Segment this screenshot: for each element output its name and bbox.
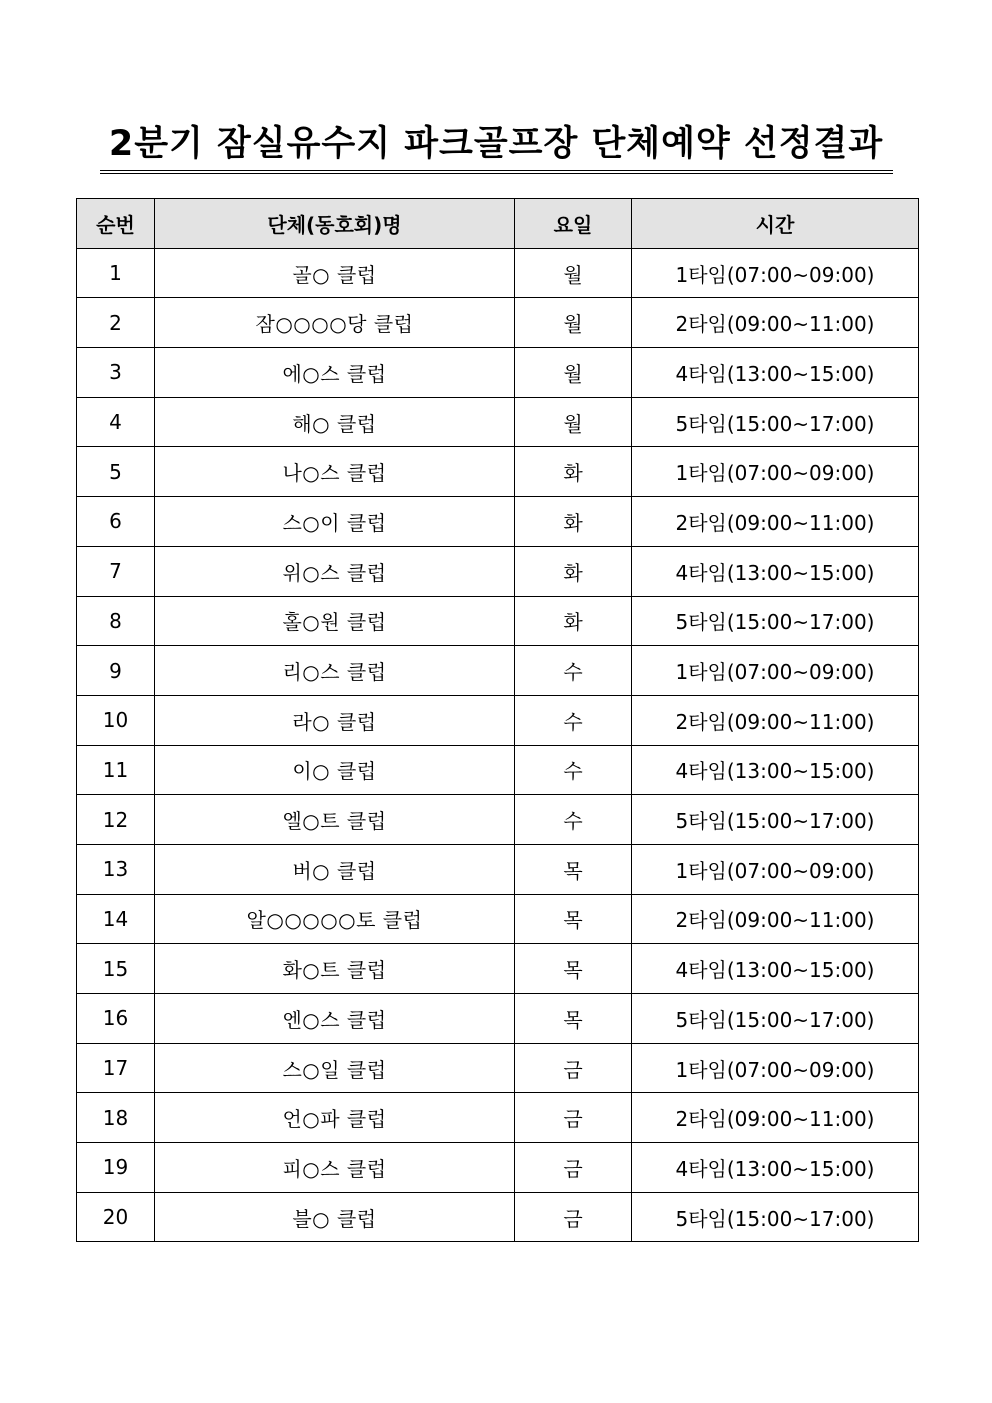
cell-number: 6 <box>77 497 155 547</box>
cell-day: 화 <box>515 546 632 596</box>
cell-day: 금 <box>515 1093 632 1143</box>
cell-group-name: 스○이 클럽 <box>155 497 515 547</box>
cell-time: 5타임(15:00~17:00) <box>632 1192 919 1242</box>
cell-group-name: 위○스 클럽 <box>155 546 515 596</box>
header-group-name: 단체(동호회)명 <box>155 199 515 249</box>
cell-time: 1타임(07:00~09:00) <box>632 1043 919 1093</box>
title-underline <box>100 170 893 174</box>
cell-number: 12 <box>77 795 155 845</box>
cell-number: 20 <box>77 1192 155 1242</box>
cell-time: 4타임(13:00~15:00) <box>632 944 919 994</box>
cell-day: 금 <box>515 1043 632 1093</box>
cell-day: 월 <box>515 348 632 398</box>
cell-time: 1타임(07:00~09:00) <box>632 447 919 497</box>
cell-number: 5 <box>77 447 155 497</box>
page-title: 2분기 잠실유수지 파크골프장 단체예약 선정결과 <box>108 124 884 164</box>
cell-number: 2 <box>77 298 155 348</box>
cell-number: 11 <box>77 745 155 795</box>
cell-day: 수 <box>515 646 632 696</box>
cell-day: 목 <box>515 894 632 944</box>
cell-time: 5타임(15:00~17:00) <box>632 397 919 447</box>
cell-time: 1타임(07:00~09:00) <box>632 844 919 894</box>
table-header-row <box>77 199 919 249</box>
cell-group-name: 라○ 클럽 <box>155 695 515 745</box>
cell-number: 16 <box>77 994 155 1044</box>
cell-group-name: 엔○스 클럽 <box>155 994 515 1044</box>
table-row <box>77 994 919 1044</box>
cell-day: 월 <box>515 248 632 298</box>
cell-time: 2타임(09:00~11:00) <box>632 1093 919 1143</box>
cell-group-name: 블○ 클럽 <box>155 1192 515 1242</box>
cell-day: 월 <box>515 397 632 447</box>
cell-time: 4타임(13:00~15:00) <box>632 1143 919 1193</box>
cell-day: 목 <box>515 944 632 994</box>
header-number: 순번 <box>77 199 155 249</box>
cell-number: 4 <box>77 397 155 447</box>
cell-day: 수 <box>515 795 632 845</box>
header-day: 요일 <box>515 199 632 249</box>
cell-number: 10 <box>77 695 155 745</box>
cell-day: 목 <box>515 844 632 894</box>
table-row <box>77 298 919 348</box>
cell-time: 1타임(07:00~09:00) <box>632 248 919 298</box>
cell-group-name: 이○ 클럽 <box>155 745 515 795</box>
cell-group-name: 엘○트 클럽 <box>155 795 515 845</box>
cell-day: 목 <box>515 994 632 1044</box>
cell-group-name: 언○파 클럽 <box>155 1093 515 1143</box>
cell-group-name: 나○스 클럽 <box>155 447 515 497</box>
cell-time: 2타임(09:00~11:00) <box>632 497 919 547</box>
cell-day: 수 <box>515 695 632 745</box>
results-table <box>76 198 919 1242</box>
cell-time: 2타임(09:00~11:00) <box>632 695 919 745</box>
cell-group-name: 버○ 클럽 <box>155 844 515 894</box>
cell-group-name: 화○트 클럽 <box>155 944 515 994</box>
cell-day: 화 <box>515 497 632 547</box>
cell-number: 14 <box>77 894 155 944</box>
cell-time: 5타임(15:00~17:00) <box>632 994 919 1044</box>
table-row <box>77 894 919 944</box>
table-row <box>77 497 919 547</box>
cell-number: 18 <box>77 1093 155 1143</box>
table-row <box>77 1093 919 1143</box>
table-row <box>77 944 919 994</box>
table-row <box>77 447 919 497</box>
table-row <box>77 745 919 795</box>
cell-time: 2타임(09:00~11:00) <box>632 894 919 944</box>
cell-time: 4타임(13:00~15:00) <box>632 546 919 596</box>
header-time: 시간 <box>632 199 919 249</box>
cell-number: 1 <box>77 248 155 298</box>
table-row <box>77 844 919 894</box>
cell-group-name: 골○ 클럽 <box>155 248 515 298</box>
cell-number: 17 <box>77 1043 155 1093</box>
cell-day: 화 <box>515 447 632 497</box>
cell-group-name: 스○일 클럽 <box>155 1043 515 1093</box>
cell-number: 19 <box>77 1143 155 1193</box>
cell-group-name: 에○스 클럽 <box>155 348 515 398</box>
cell-number: 8 <box>77 596 155 646</box>
table-row <box>77 397 919 447</box>
cell-day: 금 <box>515 1192 632 1242</box>
cell-number: 3 <box>77 348 155 398</box>
table-row <box>77 1192 919 1242</box>
table-row <box>77 646 919 696</box>
cell-number: 7 <box>77 546 155 596</box>
cell-day: 월 <box>515 298 632 348</box>
cell-time: 4타임(13:00~15:00) <box>632 348 919 398</box>
table-row <box>77 248 919 298</box>
table-row <box>77 348 919 398</box>
cell-time: 4타임(13:00~15:00) <box>632 745 919 795</box>
cell-group-name: 리○스 클럽 <box>155 646 515 696</box>
table-row <box>77 795 919 845</box>
cell-group-name: 알○○○○○토 클럽 <box>155 894 515 944</box>
cell-time: 1타임(07:00~09:00) <box>632 646 919 696</box>
cell-number: 15 <box>77 944 155 994</box>
cell-group-name: 잠○○○○당 클럽 <box>155 298 515 348</box>
cell-day: 수 <box>515 745 632 795</box>
cell-day: 금 <box>515 1143 632 1193</box>
cell-time: 2타임(09:00~11:00) <box>632 298 919 348</box>
cell-group-name: 해○ 클럽 <box>155 397 515 447</box>
cell-group-name: 홀○원 클럽 <box>155 596 515 646</box>
table-row <box>77 596 919 646</box>
table-body <box>77 248 919 1242</box>
cell-time: 5타임(15:00~17:00) <box>632 795 919 845</box>
cell-number: 9 <box>77 646 155 696</box>
cell-day: 화 <box>515 596 632 646</box>
table-row <box>77 1043 919 1093</box>
cell-time: 5타임(15:00~17:00) <box>632 596 919 646</box>
table-row <box>77 695 919 745</box>
table-row <box>77 1143 919 1193</box>
table-row <box>77 546 919 596</box>
cell-number: 13 <box>77 844 155 894</box>
cell-group-name: 피○스 클럽 <box>155 1143 515 1193</box>
